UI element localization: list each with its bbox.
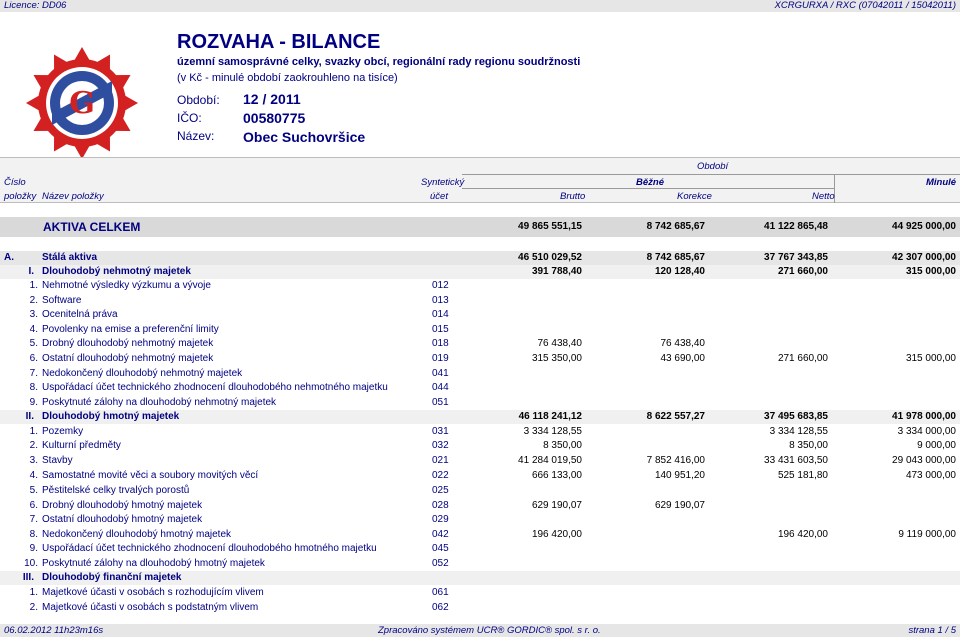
group-label: Dlouhodobý nehmotný majetek xyxy=(42,266,191,277)
row-number: 2. xyxy=(29,295,38,306)
row-account: 041 xyxy=(432,368,449,379)
group-minule: 315 000,00 xyxy=(905,266,956,277)
col-polozky: položky xyxy=(4,191,37,202)
row-korekce: 7 852 416,00 xyxy=(646,455,705,466)
row-label: Drobný dlouhodobý nehmotný majetek xyxy=(42,338,214,349)
section-roman: A. xyxy=(4,252,14,263)
row-label: Ostatní dlouhodobý nehmotný majetek xyxy=(42,353,214,364)
row-label: Uspořádací účet technického zhodnocení dlouhodobého nehmotného majetku xyxy=(42,382,388,393)
row-brutto: 315 350,00 xyxy=(531,353,582,364)
row-number: 3. xyxy=(29,455,38,466)
group-label: Dlouhodobý hmotný majetek xyxy=(42,411,180,422)
col-netto: Netto xyxy=(812,191,835,202)
row-number: 3. xyxy=(29,309,38,320)
row-label: Ocenitelná práva xyxy=(42,309,118,320)
row-number: 5. xyxy=(29,485,38,496)
col-synteticky: Syntetický xyxy=(421,177,465,188)
row-number: 1. xyxy=(29,426,38,437)
row-label: Nedokončený dlouhodobý nehmotný majetek xyxy=(42,368,243,379)
row-account: 062 xyxy=(432,602,449,613)
group-roman: III. xyxy=(22,572,34,583)
row-number: 4. xyxy=(29,470,38,481)
row-number: 6. xyxy=(29,353,38,364)
row-label: Majetkové účasti v osobách s podstatným vlivem xyxy=(42,602,259,613)
row-label: Software xyxy=(42,295,82,306)
row-netto: 33 431 603,50 xyxy=(764,455,828,466)
row-number: 1. xyxy=(29,280,38,291)
group-netto: 37 495 683,85 xyxy=(764,411,828,422)
row-korekce: 140 951,20 xyxy=(654,470,705,481)
group-brutto: 391 788,40 xyxy=(531,266,582,277)
row-label: Pozemky xyxy=(42,426,84,437)
row-korekce: 43 690,00 xyxy=(660,353,705,364)
section-label: Stálá aktiva xyxy=(42,252,98,263)
report-code: XCRGURXA / RXC (07042011 / 15042011) xyxy=(774,0,956,11)
subtitle-currency: (v Kč - minulé období zaokrouhleno na tisíce) xyxy=(177,72,398,84)
row-number: 9. xyxy=(29,543,38,554)
col-obdobi: Období xyxy=(697,161,729,172)
row-account: 018 xyxy=(432,338,449,349)
row-account: 012 xyxy=(432,280,449,291)
section-minule: 42 307 000,00 xyxy=(892,252,956,263)
total-netto: 41 122 865,48 xyxy=(764,221,828,232)
row-korekce: 629 190,07 xyxy=(654,500,705,511)
col-nazev: Název položky xyxy=(42,191,104,202)
row-account: 021 xyxy=(432,455,449,466)
row-number: 4. xyxy=(29,324,38,335)
row-minule: 3 334 000,00 xyxy=(897,426,956,437)
row-label: Nedokončený dlouhodobý hmotný majetek xyxy=(42,529,232,540)
period-label: Období: xyxy=(177,93,220,107)
row-minule: 9 119 000,00 xyxy=(898,529,956,540)
row-label: Povolenky na emise a preferenční limity xyxy=(42,324,219,335)
row-account: 045 xyxy=(432,543,449,554)
row-number: 1. xyxy=(29,587,38,598)
footer-bar xyxy=(0,624,960,637)
row-minule: 29 043 000,00 xyxy=(892,455,956,466)
row-netto: 271 660,00 xyxy=(777,353,828,364)
row-number: 8. xyxy=(29,382,38,393)
row-account: 042 xyxy=(432,529,449,540)
row-number: 9. xyxy=(29,397,38,408)
row-label: Poskytnuté zálohy na dlouhodobý hmotný majetek xyxy=(42,558,265,569)
group-netto: 271 660,00 xyxy=(777,266,828,277)
row-netto: 525 181,80 xyxy=(777,470,828,481)
group-korekce: 120 128,40 xyxy=(654,266,705,277)
logo-letter: G xyxy=(69,86,95,121)
section-netto: 37 767 343,85 xyxy=(764,252,828,263)
col-minule: Minulé xyxy=(926,177,957,188)
group-roman: II. xyxy=(25,411,34,422)
row-netto: 196 420,00 xyxy=(777,529,828,540)
group-label: Dlouhodobý finanční majetek xyxy=(42,572,182,583)
license-bar xyxy=(0,0,960,12)
ico-value: 00580775 xyxy=(243,110,306,126)
page-title: ROZVAHA - BILANCE xyxy=(177,31,381,53)
row-label: Samostatné movité věci a soubory movitých věcí xyxy=(42,470,259,481)
row-number: 7. xyxy=(29,368,38,379)
row-number: 2. xyxy=(29,602,38,613)
row-korekce: 76 438,40 xyxy=(660,338,705,349)
row-account: 013 xyxy=(432,295,449,306)
licence-text: Licence: DD06 xyxy=(4,0,67,11)
row-label: Nehmotné výsledky výzkumu a vývoje xyxy=(42,280,211,291)
total-brutto: 49 865 551,15 xyxy=(518,221,582,232)
row-account: 028 xyxy=(432,500,449,511)
name-value: Obec Suchovršice xyxy=(243,129,366,145)
row-account: 051 xyxy=(432,397,449,408)
row-number: 5. xyxy=(29,338,38,349)
col-korekce: Korekce xyxy=(677,191,712,202)
row-brutto: 8 350,00 xyxy=(543,440,582,451)
row-label: Poskytnuté zálohy na dlouhodobý nehmotný majetek xyxy=(42,397,277,408)
footer-page: strana 1 / 5 xyxy=(908,625,956,636)
row-brutto: 629 190,07 xyxy=(531,500,582,511)
total-korekce: 8 742 685,67 xyxy=(646,221,705,232)
row-number: 7. xyxy=(29,514,38,525)
name-label: Název: xyxy=(177,129,215,143)
row-account: 044 xyxy=(432,382,449,393)
total-label: AKTIVA CELKEM xyxy=(43,220,141,234)
row-brutto: 666 133,00 xyxy=(531,470,582,481)
row-account: 052 xyxy=(432,558,449,569)
col-bezne: Běžné xyxy=(636,177,664,188)
row-minule: 9 000,00 xyxy=(917,440,956,451)
gordic-logo-icon xyxy=(22,45,142,163)
row-netto: 3 334 128,55 xyxy=(769,426,828,437)
row-minule: 473 000,00 xyxy=(905,470,956,481)
row-number: 2. xyxy=(29,440,38,451)
subtitle-entities: územní samosprávné celky, svazky obcí, regionální rady regionu soudržnosti xyxy=(177,56,581,68)
period-value: 12 / 2011 xyxy=(243,91,301,107)
group-minule: 41 978 000,00 xyxy=(892,411,956,422)
row-label: Uspořádací účet technického zhodnocení dlouhodobého hmotného majetku xyxy=(42,543,377,554)
row-brutto: 76 438,40 xyxy=(537,338,582,349)
header-divider-sub xyxy=(462,188,834,189)
row-account: 061 xyxy=(432,587,449,598)
section-brutto: 46 510 029,52 xyxy=(518,252,582,263)
footer-date: 06.02.2012 11h23m16s xyxy=(4,625,104,636)
row-label: Drobný dlouhodobý hmotný majetek xyxy=(42,500,203,511)
row-account: 015 xyxy=(432,324,449,335)
group-roman: I. xyxy=(28,266,34,277)
row-account: 032 xyxy=(432,440,449,451)
row-netto: 8 350,00 xyxy=(789,440,828,451)
row-number: 8. xyxy=(29,529,38,540)
row-brutto: 3 334 128,55 xyxy=(523,426,582,437)
group-korekce: 8 622 557,27 xyxy=(646,411,705,422)
row-number: 6. xyxy=(29,500,38,511)
section-korekce: 8 742 685,67 xyxy=(646,252,705,263)
footer-processed: Zpracováno systémem UCR® GORDIC® spol. s r. o. xyxy=(378,625,601,636)
row-number: 10. xyxy=(24,558,38,569)
row-account: 025 xyxy=(432,485,449,496)
ico-label: IČO: xyxy=(177,111,202,125)
row-label: Pěstitelské celky trvalých porostů xyxy=(42,485,190,496)
row-label: Majetkové účasti v osobách s rozhodujícím vlivem xyxy=(42,587,264,598)
row-account: 029 xyxy=(432,514,449,525)
row-label: Ostatní dlouhodobý hmotný majetek xyxy=(42,514,203,525)
row-label: Kulturní předměty xyxy=(42,440,121,451)
group-brutto: 46 118 241,12 xyxy=(518,411,582,422)
col-cislo: Číslo xyxy=(4,177,26,188)
col-ucet: účet xyxy=(430,191,448,202)
header-divider xyxy=(462,174,960,175)
row-brutto: 41 284 019,50 xyxy=(518,455,582,466)
row-account: 022 xyxy=(432,470,449,481)
row-minule: 315 000,00 xyxy=(905,353,956,364)
col-brutto: Brutto xyxy=(560,191,586,202)
row-brutto: 196 420,00 xyxy=(531,529,582,540)
row-account: 031 xyxy=(432,426,449,437)
total-minule: 44 925 000,00 xyxy=(892,221,956,232)
row-label: Stavby xyxy=(42,455,73,466)
row-account: 014 xyxy=(432,309,449,320)
row-account: 019 xyxy=(432,353,449,364)
